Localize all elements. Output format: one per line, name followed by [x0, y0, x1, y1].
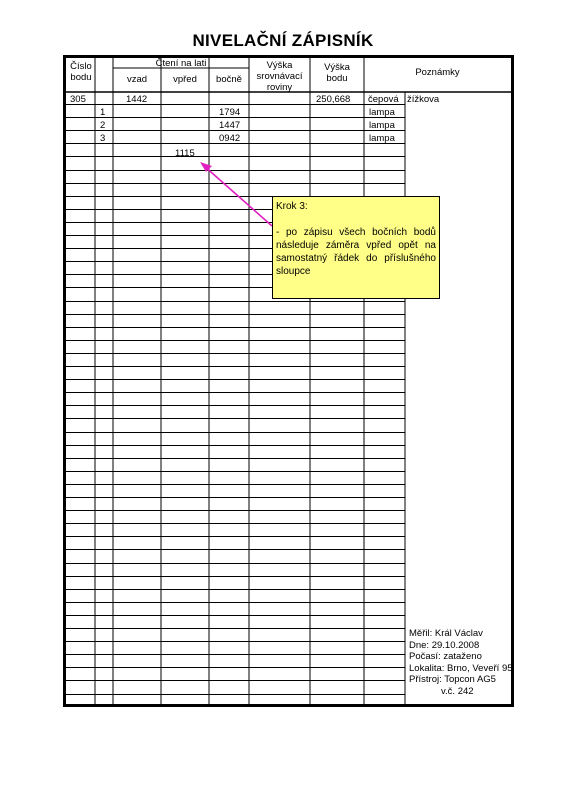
- header-cteni-na-lati: Čtení na lati: [155, 58, 207, 69]
- header-vyska-srovnavaci-1: Výška: [266, 60, 293, 71]
- footer-dne: Dne: 29.10.2008: [409, 639, 480, 651]
- header-vyska-bodu-1: Výška: [324, 62, 350, 73]
- arrow-icon: [200, 162, 272, 226]
- row-2-bocne: 1794: [219, 107, 241, 118]
- row-5-vpred: 1115: [175, 148, 195, 159]
- page-title: NIVELAČNÍ ZÁPISNÍK: [192, 31, 374, 50]
- header-vzad: vzad: [126, 74, 148, 85]
- footer-lokalita: Lokalita: Brno, Veveří 95: [409, 662, 513, 674]
- row-3-bocne: 1447: [219, 120, 241, 131]
- row-4-sub: 3: [100, 133, 106, 144]
- header-poznamky: Poznámky: [415, 67, 460, 78]
- header-vyska-srovnavaci-2: srovnávací: [256, 71, 303, 82]
- row-1-stabilizace: čepová: [368, 94, 399, 105]
- footer-pocasi: Počasí: zataženo: [409, 651, 482, 663]
- row-4-stabilizace: lampa: [369, 133, 395, 144]
- row-3-sub: 2: [100, 120, 106, 131]
- row-1-poznamka: žížkova: [407, 94, 440, 105]
- header-bocne: bočně: [216, 74, 242, 85]
- row-2-sub: 1: [100, 107, 106, 118]
- note-heading: Krok 3:: [276, 201, 308, 212]
- row-2-stabilizace: lampa: [369, 107, 395, 118]
- instruction-note: [272, 196, 440, 299]
- header-vyska-srovnavaci-3: roviny: [266, 82, 293, 93]
- row-3-stabilizace: lampa: [369, 120, 395, 131]
- header-vyska-bodu-2: bodu: [326, 73, 348, 84]
- row-1-bod: 305: [70, 94, 86, 105]
- footer-vc: v.č. 242: [441, 685, 474, 697]
- header-vpred: vpřed: [173, 74, 197, 85]
- row-4-bocne: 0942: [219, 133, 241, 144]
- header-cislo-2: bodu: [70, 72, 92, 83]
- row-1-vzad: 1442: [126, 94, 148, 105]
- footer-pristroj: Přístroj: Topcon AG5: [409, 674, 496, 686]
- footer-meril: Měřil: Král Václav: [409, 628, 483, 639]
- row-1-vyska: 250,668: [316, 94, 351, 105]
- measurement-info: [409, 628, 513, 698]
- note-text: - po zápisu všech bočních bodů následuje záměra vpřed opět na samostatný řádek do příslušného sloupce: [276, 227, 436, 277]
- header-cislo-1: Číslo: [70, 61, 92, 72]
